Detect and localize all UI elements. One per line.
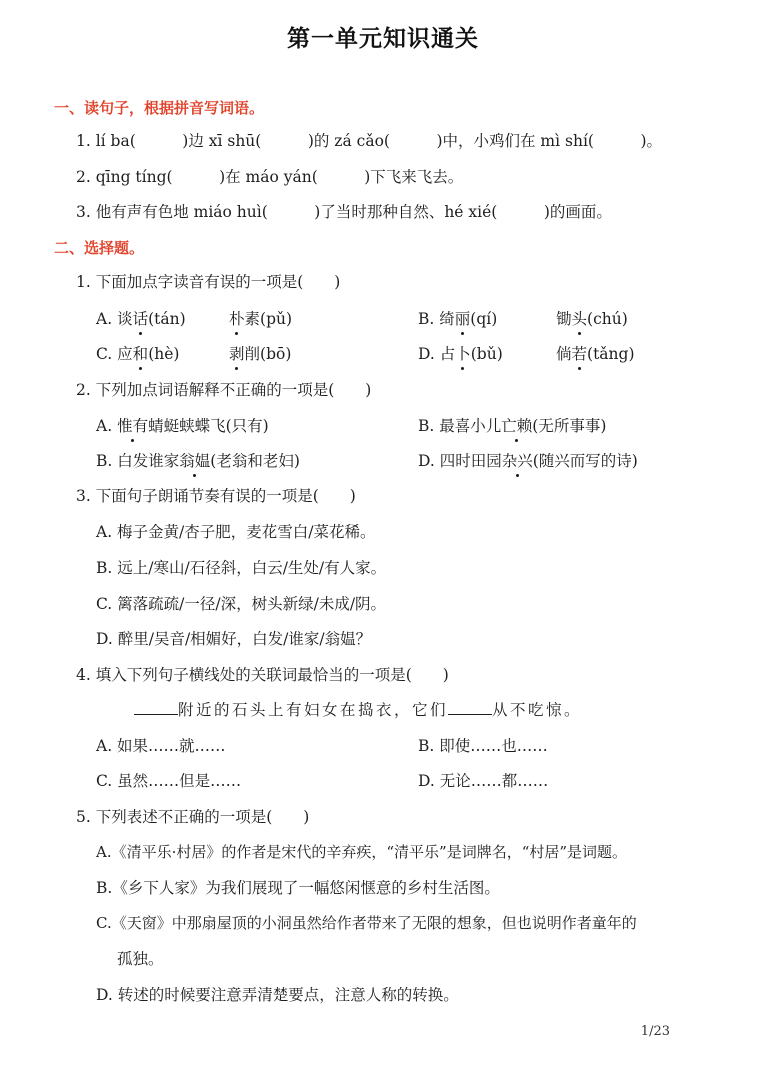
q2-stem: 2. 下列加点词语解释不正确的一项是( ): [76, 381, 372, 399]
q2-option-a: [96, 415, 269, 437]
section-2-heading: 二、选择题。: [54, 239, 145, 257]
q1-d2-reading: (tǎng): [587, 345, 635, 363]
q4-option-d: D. 无论……都……: [418, 772, 549, 790]
q5-option-c-continued: 孤独。: [117, 950, 164, 968]
q5-option-a: A.《清平乐·村居》的作者是宋代的辛弃疾，“清平乐”是词牌名，“村居”是词题。: [96, 843, 628, 861]
q5-stem: 5. 下列表述不正确的一项是( ): [76, 808, 310, 826]
q2-option-b: [418, 415, 606, 437]
q1-b-dotted: 丽: [454, 310, 471, 328]
q1-c-reading: (hè): [148, 345, 180, 363]
q1-d2-dotted: 若: [571, 345, 588, 363]
q2-c-dotted: 翁媪: [179, 452, 211, 470]
q4-option-a: A. 如果……就……: [96, 737, 226, 755]
q5-option-c: C.《天窗》中那扇屋顶的小洞虽然给作者带来了无限的想象，但也说明作者童年的: [96, 914, 637, 932]
q1-d-reading: (bǔ): [470, 345, 503, 363]
q5-option-b: B.《乡下人家》为我们展现了一幅悠闲惬意的乡村生活图。: [96, 879, 500, 897]
q2-d-text: D. 四时田园: [418, 452, 502, 470]
s1-item-3: 3. 他有声有色地 miáo huì( )了当时那种自然、hé xié( )的画面。: [76, 203, 612, 221]
q3-option-a: A. 梅子金黄/杏子肥，麦花雪白/菜花稀。: [96, 523, 376, 541]
q2-d-rest: (随兴而写的诗): [532, 452, 638, 470]
q1-c-text: C. 应: [96, 345, 133, 363]
s1-item-1: 1. lí ba( )边 xī shū( )的 zá cǎo( )中，小鸡们在 mì shí( )。: [76, 132, 662, 150]
q1-b2-reading: (chú): [587, 310, 628, 328]
q2-b-text: B. 最喜小儿: [418, 417, 502, 435]
q1-option-a: [96, 308, 293, 330]
q1-a-dotted: 话: [132, 310, 149, 328]
q3-option-b: B. 远上/寒山/石径斜，白云/生处/有人家。: [96, 559, 387, 577]
q4-sentence-part-2: 从不吃惊。: [492, 701, 583, 719]
q4-option-b: B. 即使……也……: [418, 737, 548, 755]
q4-stem: 4. 填入下列句子横线处的关联词最恰当的一项是( ): [76, 666, 449, 684]
page-title: 第一单元知识通关: [287, 26, 479, 52]
q5-option-d: D. 转述的时候要注意弄清楚要点，注意人称的转换。: [96, 986, 459, 1004]
section-1-heading: 一、读句子，根据拼音写词语。: [54, 99, 265, 117]
q1-c2-dotted: 剥: [229, 345, 245, 363]
q2-b-rest: (无所事事): [532, 417, 607, 435]
q1-b2-text: 锄: [556, 310, 572, 328]
q1-stem: 1. 下面加点字读音有误的一项是( ): [76, 273, 341, 291]
q4-option-c: C. 虽然……但是……: [96, 772, 242, 790]
q1-d-dotted: 卜: [455, 345, 471, 363]
q2-a-text: A.: [96, 417, 118, 435]
q4-sentence: [134, 699, 582, 721]
q1-a2-dotted: 朴: [229, 310, 245, 328]
q2-c-text: B. 白发谁家: [96, 452, 180, 470]
q2-d-dotted: 杂兴: [501, 452, 533, 470]
q1-a2-reading: 素(pǔ): [244, 310, 293, 328]
q1-d2-text: 倘: [556, 345, 572, 363]
q1-a-reading: (tán): [148, 310, 186, 328]
page-number: 1/23: [640, 1024, 670, 1039]
q3-option-d: D. 醉里/吴音/相媚好，白发/谁家/翁媪？: [96, 630, 372, 648]
q2-a-rest: 蜻蜓蛱蝶飞(只有): [148, 417, 269, 435]
q2-option-c: [96, 450, 300, 472]
s1-item-2: 2. qīng tíng( )在 máo yán( )下飞来飞去。: [76, 168, 464, 186]
q3-stem: 3. 下面句子朗诵节奏有误的一项是( ): [76, 487, 356, 505]
q2-option-d: [418, 450, 638, 472]
q1-b-reading: (qí): [470, 310, 498, 328]
q3-option-c: C. 篱落疏疏/一径/深，树头新绿/未成/阴。: [96, 595, 387, 613]
q1-c-dotted: 和: [132, 345, 149, 363]
q1-c2-reading: 削(bō): [244, 345, 292, 363]
q1-d-text: D. 占: [418, 345, 456, 363]
q1-a-text: A. 谈: [96, 310, 133, 328]
q1-b-text: B. 绮: [418, 310, 455, 328]
q4-sentence-part-1: 附近的石头上有妇女在捣衣，它们: [178, 701, 449, 719]
q4-blank-1[interactable]: [134, 700, 178, 715]
q4-blank-2[interactable]: [448, 700, 492, 715]
q1-option-c: [96, 343, 292, 365]
q1-option-d: [418, 343, 635, 365]
q1-option-b: [418, 308, 628, 330]
q2-b-dotted: 亡赖: [501, 417, 533, 435]
q2-c-rest: (老翁和老妇): [210, 452, 300, 470]
q2-a-dotted: 惟有: [117, 417, 149, 435]
q1-b2-dotted: 头: [571, 310, 588, 328]
